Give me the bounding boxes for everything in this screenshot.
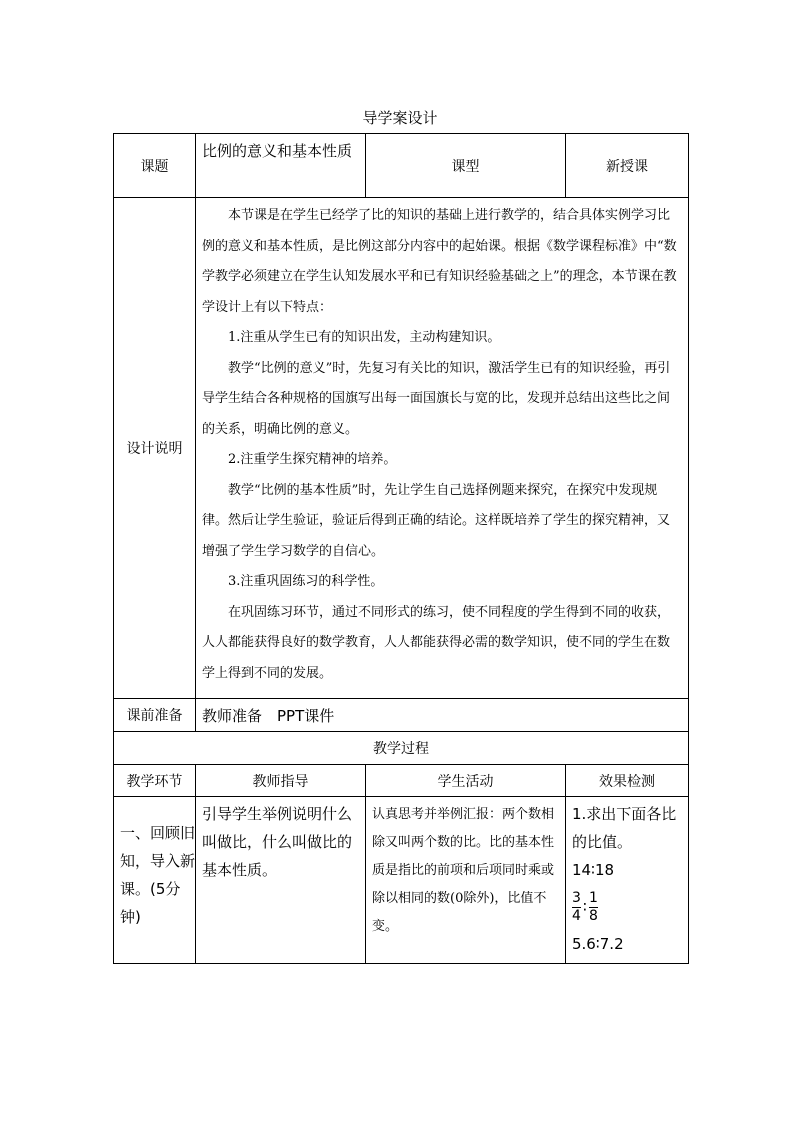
process-header-row: [114, 765, 689, 797]
student-cell: 认真思考并举例汇报：两个数相除又叫两个数的比。比的基本性质是指比的前项和后项同时乘或除以相同的数(0除外)，比值不变。: [366, 797, 566, 964]
fraction: [572, 891, 581, 924]
design-paragraph: 本节课是在学生已经学了比的知识的基础上进行教学的，结合具体实例学习比例的意义和基本性质，是比例这部分内容中的起始课。根据《数学课程标准》中“数学教学必须建立在学生认知发展水平和已有知识经验基础之上”的理念，本节课在教学设计上有以下特点：: [202, 208, 677, 315]
effect-intro: 1.求出下面各比的比值。: [572, 805, 677, 851]
table-row: [114, 797, 689, 964]
column-header-student: 学生活动: [366, 765, 566, 797]
header-row: [114, 134, 689, 198]
design-paragraph: 教学“比例的基本性质”时，先让学生自己选择例题来探究，在探究中发现规律。然后让学生验证，验证后得到正确的结论。这样既培养了学生的探究精神，又增强了学生学习数学的自信心。: [202, 482, 671, 559]
fraction-numerator: 3: [572, 889, 581, 906]
fraction-numerator: 1: [588, 889, 598, 906]
type-value: 新授课: [566, 134, 689, 198]
fraction-denominator: 4: [572, 907, 581, 924]
teacher-cell: 引导学生举例说明什么叫做比，什么叫做比的基本性质。: [196, 797, 366, 964]
document-title: 导学案设计: [362, 109, 438, 127]
prep-row: [114, 699, 689, 732]
fraction-denominator: 8: [588, 907, 598, 924]
lesson-plan-table: [113, 133, 689, 964]
design-paragraph: 1.注重从学生已有的知识出发，主动构建知识。: [228, 330, 501, 345]
topic-label: 课题: [114, 134, 196, 198]
column-header-section: 教学环节: [114, 765, 196, 797]
design-paragraph: 3.注重巩固练习的科学性。: [228, 574, 384, 589]
prep-value: 教师准备 PPT课件: [196, 699, 689, 732]
effect-cell: [566, 797, 689, 964]
design-paragraph: 教学“比例的意义”时，先复习有关比的知识，激活学生已有的知识经验，再引导学生结合各种规格的国旗写出每一面国旗长与宽的比，发现并总结出这些比之间的关系，明确比例的意义。: [202, 360, 671, 437]
design-label: 设计说明: [114, 198, 196, 699]
ratio-colon: ∶: [583, 898, 587, 916]
ratio-expression: 5.6∶7.2: [572, 935, 624, 953]
ratio-expression: 14∶18: [572, 861, 615, 879]
prep-label: 课前准备: [114, 699, 196, 732]
topic-value: 比例的意义和基本性质: [196, 134, 366, 198]
section-cell: 一、回顾旧知，导入新课。(5分钟): [114, 797, 196, 964]
column-header-teacher: 教师指导: [196, 765, 366, 797]
design-paragraph: 在巩固练习环节，通过不同形式的练习，使不同程度的学生得到不同的收获，人人都能获得良好的数学教育，人人都能获得必需的数学知识，使不同的学生在数学上得到不同的发展。: [202, 604, 671, 681]
type-label: 课型: [366, 134, 566, 198]
process-title-row: [114, 732, 689, 765]
fraction: [589, 891, 598, 924]
column-header-effect: 效果检测: [566, 765, 689, 797]
process-title: 教学过程: [114, 732, 689, 765]
fraction-ratio: [572, 884, 682, 930]
design-paragraph: 2.注重学生探究精神的培养。: [228, 452, 397, 467]
design-description: [196, 198, 689, 699]
design-row: [114, 198, 689, 699]
